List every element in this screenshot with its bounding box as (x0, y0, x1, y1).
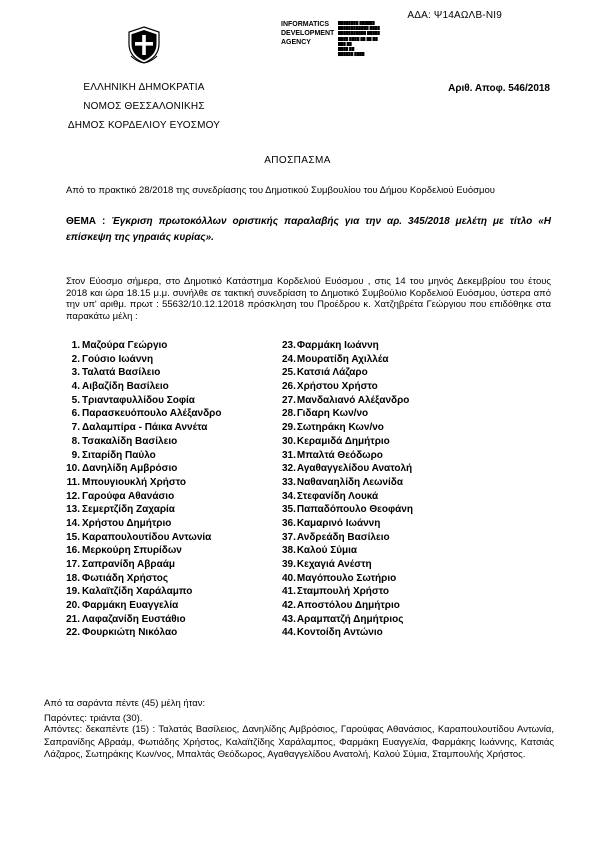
list-item: 6. Παρασκευόπουλο Αλέξανδρο (71, 408, 222, 420)
ada-code: ΑΔΑ: Ψ14ΑΩΛΒ-ΝΙ9 (407, 10, 502, 21)
list-item: 13. Σεμερτζίδη Ζαχαρία (66, 504, 175, 516)
list-item: 35.Παπαδόπουλο Θεοφάνη (282, 504, 413, 516)
greek-state-seal-icon (127, 26, 161, 64)
list-item: 10. Δανηλίδη Αμβρόσιο (66, 463, 178, 475)
list-item: 42.Αποστόλου Δημήτριο (282, 600, 400, 612)
list-item: 3. Ταλατά Βασίλειο (71, 367, 161, 379)
list-item: 36.Καμαρινό Ιωάννη (282, 517, 381, 529)
document-title: ΑΠΟΣΠΑΣΜΑ (264, 155, 331, 166)
list-item: 12. Γαρούφα Αθανάσιο (66, 490, 175, 502)
list-item: 27.Μανδαλιανό Αλέξανδρο (282, 394, 410, 406)
authority-line-municipality: ΔΗΜΟΣ ΚΟΡΔΕΛΙΟΥ ΕΥΟΣΜΟΥ (67, 120, 221, 131)
list-item: 33.Ναθαναηλίδη Λεωνίδα (282, 476, 403, 488)
list-item: 4. Αιβαζίδη Βασίλειο (71, 381, 169, 393)
members-list-right (282, 339, 413, 640)
list-item: 16. Μερκούρη Σπυρίδων (66, 545, 182, 557)
list-item: 26.Χρήστου Χρήστο (282, 381, 378, 393)
attendance-present: Παρόντες: τριάντα (30). (44, 713, 143, 724)
authority-line-republic: ΕΛΛΗΝΙΚΗ ΔΗΜΟΚΡΑΤΙΑ (83, 82, 205, 93)
agency-line-1: INFORMATICS (281, 21, 330, 28)
subject-block (66, 214, 551, 246)
list-item: 39.Κεχαγιά Ανέστη (282, 559, 372, 570)
authority-line-prefecture: ΝΟΜΟΣ ΘΕΣΣΑΛΟΝΙΚΗΣ (83, 101, 205, 112)
agency-logo-greek-fineprint: ████████ ██████ ████████████ ████ ███████████ █████ ████ ████ ██ ██ ██ ███ ██ ████ ██ ██████ ████ (338, 21, 380, 57)
attendance-total: Από τα σαράντα πέντε (45) μέλη ήταν: (44, 698, 206, 709)
list-item: 41.Σταμπουλή Χρήστο (282, 586, 390, 598)
attendance-absent: Απόντες: δεκαπέντε (15) : Ταλατάς Βασίλειος, Δανηλίδης Αμβρόσιος, Γαρούφας Αθανάσιος, Καραπουλουτίδου Αντωνία, Σαπρανίδης Αβραάμ, Φωτιάδης Χρήστος, Καλαϊτζίδης Χαράλαμπος, Φαρμάκη Ευαγγελία, Φαρμάκης Ιωάννης, Κατσιάς Λάζαρος, Σωτηράκης Κων/νος, Μπαλτάς Θεόδωρος, Αγαθαγγελίδου Ανατολή, Καλού Σύμια, Σταμπουλής Χρήστος. (44, 724, 554, 760)
list-item: 37.Ανδρεάδη Βασίλειο (282, 531, 390, 543)
list-item: 8. Τσακαλίδη Βασίλειο (71, 435, 178, 447)
list-item: 2. Γούσιο Ιωάννη (71, 353, 154, 365)
list-item: 23.Φαρμάκη Ιωάννη (282, 340, 379, 351)
list-item: 5. Τριανταφυλλίδου Σοφία (71, 394, 195, 406)
list-item: 11. Μπουγιουκλή Χρήστο (66, 476, 187, 488)
list-item: 20. Φαρμάκη Ευαγγελία (66, 600, 179, 612)
list-item: 34.Στεφανίδη Λουκά (282, 490, 379, 502)
list-item: 19. Καλαϊτζίδη Χαράλαμπο (66, 586, 193, 598)
subject-text: Έγκριση πρωτοκόλλων οριστικής παραλαβής για την αρ. 345/2018 μελέτη με τίτλο «Η επίσκεψη της γηραιάς κυρίας». (66, 216, 552, 243)
intro-paragraph: Στον Εύοσμο σήμερα, στο Δημοτικό Κατάστημα Κορδελιού Ευόσμου , στις 14 του μηνός Δεκεμβρίου του έτους 2018 και ώρα 18.15 μ.μ. συνήλθε σε τακτική συνεδρίαση το Δημοτικό Συμβούλιο Κορδελιού Ευόσμου, ύστερα από την υπ' αριθμ. πρωτ : 55632/10.12.12018 πρόσκληση του Προέδρου κ. Χατζηβρέτα Γεώργιου που επιδόθηκε στα παρακάτω μέλη : (66, 276, 551, 322)
list-item: 21. Λαφαζανίδη Ευστάθιο (66, 613, 186, 625)
decision-number: Αριθ. Αποφ. 546/2018 (448, 83, 550, 94)
list-item: 32.Αγαθαγγελίδου Ανατολή (282, 463, 413, 475)
list-item: 7. Δαλαμπίρα - Πάικα Αννέτα (71, 422, 208, 434)
list-item: 38.Καλού Σύμια (282, 545, 358, 557)
members-list-left (58, 339, 221, 640)
list-item: 9. Σιταρίδη Παύλο (71, 449, 156, 461)
list-item: 43.Αραμπατζή Δημήτριος (282, 613, 404, 625)
list-item: 40.Μαγόπουλο Σωτήριο (282, 572, 397, 584)
list-item: 24.Μουρατίδη Αχιλλέα (282, 353, 389, 365)
list-item: 14. Χρήστου Δημήτριο (66, 517, 172, 529)
agency-line-2: DEVELOPMENT (281, 30, 335, 37)
issuing-authority (44, 78, 244, 135)
list-item: 44.Κοντοίδη Αντώνιο (282, 627, 383, 639)
agency-line-3: AGENCY (281, 39, 311, 46)
list-item: 28.Γιδαρη Κων/νο (282, 408, 369, 420)
list-item: 15. Καραπουλουτίδου Αντωνία (66, 531, 212, 543)
list-item: 1. Μαζούρα Γεώργιο (71, 340, 168, 351)
list-item: 25.Κατσιά Λάζαρο (282, 367, 368, 379)
agency-logo-english (281, 20, 337, 47)
list-item: 18. Φωτιάδη Χρήστος (66, 572, 169, 584)
list-item: 30.Κεραμιδά Δημήτριο (282, 435, 390, 447)
list-item: 17. Σαπρανίδη Αβραάμ (66, 559, 175, 570)
list-item: 22. Φουρκιώτη Νικόλαο (66, 627, 178, 639)
list-item: 29.Σωτηράκη Κων/νο (282, 422, 384, 434)
list-item: 31.Μπαλτά Θεόδωρο (282, 449, 383, 461)
excerpt-line: Από το πρακτικό 28/2018 της συνεδρίασης του Δημοτικού Συμβουλίου του Δήμου Κορδελιού Ευόσμου (66, 185, 495, 196)
subject-label: ΘΕΜΑ : (66, 216, 106, 227)
